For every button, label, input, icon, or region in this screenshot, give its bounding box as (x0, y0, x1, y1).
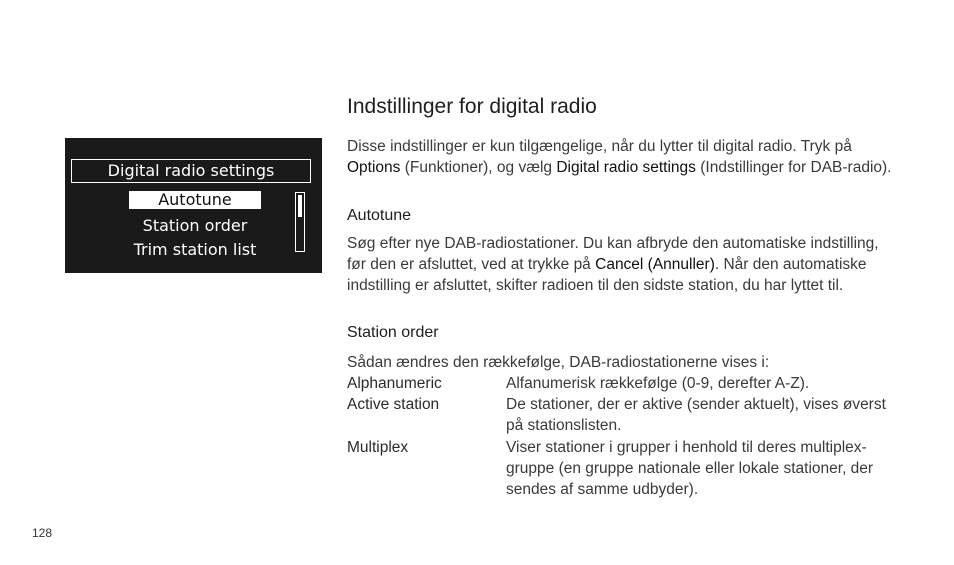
option-desc-active-station: De stationer, der er aktive (sender aktuelt), vises øverst på stationslisten. (506, 396, 886, 434)
autotune-text-1: Søg efter nye DAB-radiostationer. Du kan afbryde den automatiske indstilling, før den er afsluttet, ved at trykke på (347, 235, 879, 273)
page-heading: Indstillinger for digital radio (347, 95, 597, 118)
digital-radio-settings-keyword: Digital radio settings (556, 159, 696, 176)
display-scrollbar (295, 192, 305, 252)
display-menu-item-autotune: Autotune (129, 191, 261, 209)
station-order-lead: Sådan ændres den rækkefølge, DAB-radiostationerne vises i: (347, 354, 770, 371)
option-term-multiplex: Multiplex (347, 439, 409, 456)
intro-text-1: Disse indstillinger er kun tilgængelige, når du lytter til digital radio. Tryk på (347, 138, 852, 155)
radio-display-screenshot (65, 138, 322, 273)
intro-text-3: (Indstillinger for DAB-radio). (695, 159, 892, 176)
display-menu-title: Digital radio settings (71, 159, 311, 183)
option-desc-multiplex: Viser stationer i grupper i henhold til deres multiplex-gruppe (en gruppe nationale eller lokale stationer, der sendes af samme udbyder). (506, 439, 874, 498)
display-menu-item-trim-station-list: Trim station list (133, 240, 257, 259)
autotune-text-2: . Når den automatiske indstilling er afsluttet, skifter radioen til den sidste station, du har lyttet til. (347, 256, 867, 294)
cancel-keyword: Cancel (Annuller) (595, 256, 715, 273)
autotune-paragraph (347, 233, 892, 296)
option-term-alphanumeric: Alphanumeric (347, 375, 442, 392)
display-menu-list (129, 191, 261, 263)
page-number: 128 (32, 526, 53, 540)
display-menu-item-station-order: Station order (142, 216, 248, 235)
display-scrollbar-thumb (298, 195, 302, 217)
intro-paragraph (347, 136, 892, 178)
option-desc-alphanumeric: Alfanumerisk rækkefølge (0-9, derefter A-Z). (506, 375, 810, 392)
station-order-heading: Station order (347, 324, 439, 341)
autotune-heading: Autotune (347, 207, 412, 224)
options-keyword: Options (347, 159, 401, 176)
option-term-active-station: Active station (347, 396, 440, 413)
intro-text-2: (Funktioner), og vælg (400, 159, 557, 176)
